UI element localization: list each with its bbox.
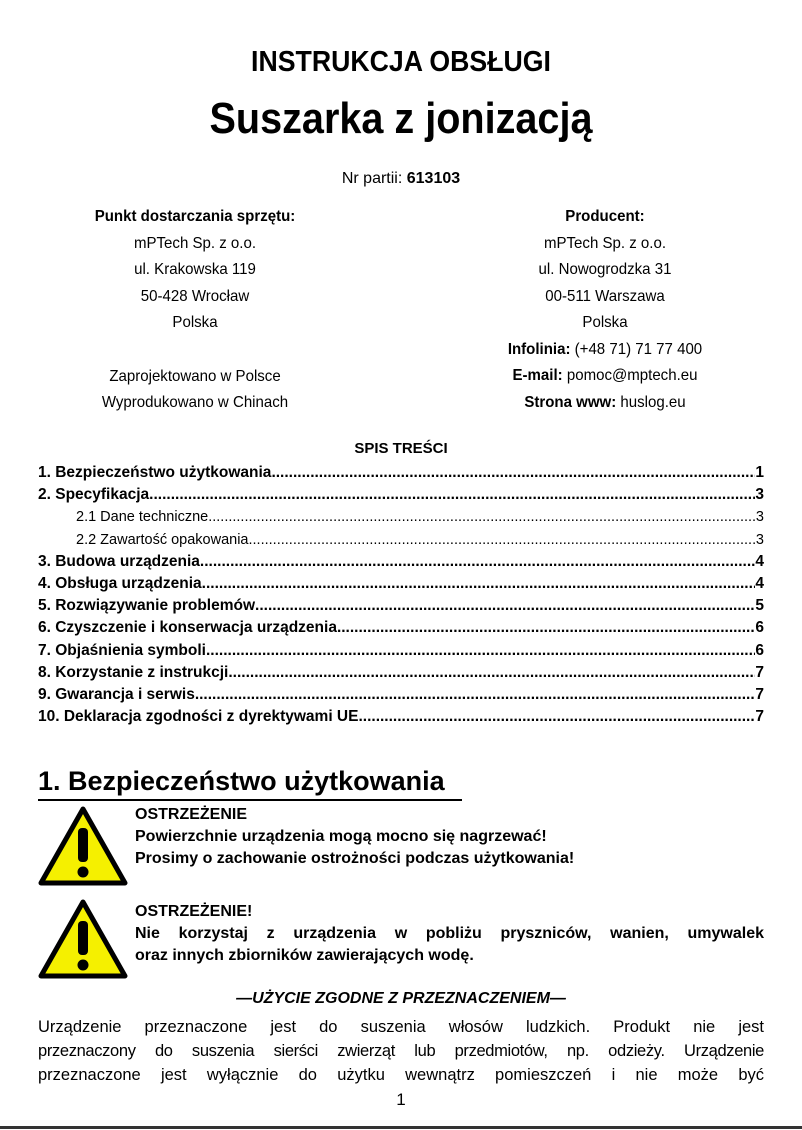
producer-heading: Producent: (565, 208, 645, 225)
toc-leader (208, 506, 756, 528)
toc-item-page: 3 (755, 486, 764, 504)
toc-item-label: 2. Specyfikacja (38, 486, 150, 504)
toc-leader (358, 706, 755, 728)
warning-text: Powierzchnie urządzenia mogą mocno się nagrzewać! (135, 828, 547, 845)
warning-text: Prosimy o zachowanie ostrożności podczas użytkowania! (135, 850, 575, 867)
address-line: Polska (172, 314, 218, 331)
address-line: mPTech Sp. z o.o. (133, 234, 257, 252)
warning-1 (38, 806, 764, 888)
toc-leader (200, 551, 755, 573)
warning-triangle-icon (38, 899, 128, 979)
toc-item-label: 8. Korzystanie z instrukcji (38, 663, 229, 681)
toc-leader (149, 484, 755, 506)
toc-item-page: 7 (755, 708, 764, 726)
page-number: 1 (396, 1090, 406, 1109)
paragraph-line: przeznaczony do suszenia sierści zwierząt lub przedmiotów, np. odzieży. Urządzenie (38, 1042, 764, 1060)
toc-item-label: 9. Gwarancja i serwis (38, 685, 195, 703)
toc-leader (337, 617, 755, 639)
paragraph-line: Urządzenie przeznaczone jest do suszenia włosów ludzkich. Produkt nie jest (38, 1018, 764, 1036)
warning-2 (38, 899, 764, 981)
toc-item-page: 6 (755, 619, 764, 637)
address-line: 00-511 Warszawa (545, 287, 665, 305)
toc-item[interactable] (38, 640, 764, 662)
address-line: 50-428 Wrocław (140, 287, 250, 305)
toc-item-page: 3 (755, 531, 764, 548)
email[interactable]: E-mail: pomoc@mptech.eu (512, 367, 698, 384)
address-line: ul. Nowogrodzka 31 (538, 261, 672, 278)
toc-item[interactable] (38, 684, 764, 706)
toc-item-page: 6 (755, 641, 764, 659)
paragraph-line: przeznaczone jest wyłącznie do użytku wewnątrz pomieszczeń i nie może być (38, 1066, 764, 1084)
toc-item[interactable] (38, 551, 764, 573)
delivery-point-block (26, 204, 364, 417)
toc-item-page: 5 (755, 597, 764, 615)
address-line: Polska (582, 314, 628, 331)
toc-item-page: 4 (755, 574, 764, 592)
hotline: Infolinia: (+48 71) 71 77 400 (507, 340, 703, 358)
designed-in: Zaprojektowano w Polsce (109, 367, 281, 385)
address-line: mPTech Sp. z o.o. (543, 234, 667, 252)
toc-item[interactable] (38, 662, 764, 684)
toc-item-label: 2.1 Dane techniczne (76, 509, 209, 526)
toc-item[interactable] (38, 617, 764, 639)
toc-title: SPIS TREŚCI (354, 440, 448, 457)
toc-leader (249, 529, 756, 551)
toc-item-label: 2.2 Zawartość opakowania (76, 531, 249, 548)
toc-item-page: 4 (755, 552, 764, 570)
warning-text: oraz innych zbiorników zawierających wodę. (135, 947, 474, 964)
toc-leader (255, 595, 755, 617)
toc-item-page: 7 (755, 685, 764, 703)
toc-leader (228, 662, 755, 684)
toc-item-page: 3 (755, 509, 764, 526)
product-name: Suszarka z jonizacją (209, 94, 593, 143)
warning-triangle-icon (38, 806, 128, 886)
toc-item-label: 10. Deklaracja zgodności z dyrektywami UE (38, 708, 359, 726)
toc-item[interactable] (38, 595, 764, 617)
toc-item[interactable] (38, 573, 764, 595)
toc-item[interactable] (38, 706, 764, 728)
toc-item-label: 1. Bezpieczeństwo użytkowania (38, 464, 272, 481)
delivery-heading: Punkt dostarczania sprzętu: (94, 208, 296, 225)
intended-use-title: —UŻYCIE ZGODNE Z PRZEZNACZENIEM— (236, 990, 566, 1007)
document-title: INSTRUKCJA OBSŁUGI (251, 46, 551, 78)
address-line: ul. Krakowska 119 (134, 261, 256, 278)
toc-item[interactable] (38, 484, 764, 506)
section-heading: 1. Bezpieczeństwo użytkowania (38, 766, 462, 801)
toc-item-page: 1 (755, 464, 764, 481)
toc-item-label: 5. Rozwiązywanie problemów (38, 597, 256, 615)
made-in: Wyprodukowano w Chinach (101, 394, 289, 411)
toc-item[interactable] (38, 506, 764, 528)
toc-leader (202, 573, 756, 595)
toc-item-label: 3. Budowa urządzenia (38, 552, 200, 570)
intended-use-paragraph (38, 1015, 764, 1087)
toc-item-label: 6. Czyszczenie i konserwacja urządzenia (38, 619, 337, 637)
batch-label: Nr partii: (341, 170, 407, 187)
page-bottom-border (0, 1126, 802, 1129)
warning-text: Nie korzystaj z urządzenia w pobliżu pryszniców, wanien, umywalek (135, 925, 764, 942)
batch-number (0, 170, 802, 188)
toc-item[interactable] (38, 462, 764, 484)
toc-leader (195, 684, 756, 706)
toc-item-page: 7 (755, 663, 764, 681)
toc-item[interactable] (38, 529, 764, 551)
warning-title: OSTRZEŻENIE (135, 806, 248, 823)
toc-item-label: 7. Objaśnienia symboli (38, 641, 206, 659)
website[interactable]: Strona www: huslog.eu (524, 393, 686, 411)
warning-title: OSTRZEŻENIE! (135, 903, 253, 920)
toc-leader (206, 640, 755, 662)
toc-leader (271, 462, 755, 484)
producer-block (436, 204, 774, 416)
toc-item-label: 4. Obsługa urządzenia (38, 574, 202, 592)
table-of-contents (38, 462, 764, 728)
batch-value: 613103 (406, 170, 461, 187)
